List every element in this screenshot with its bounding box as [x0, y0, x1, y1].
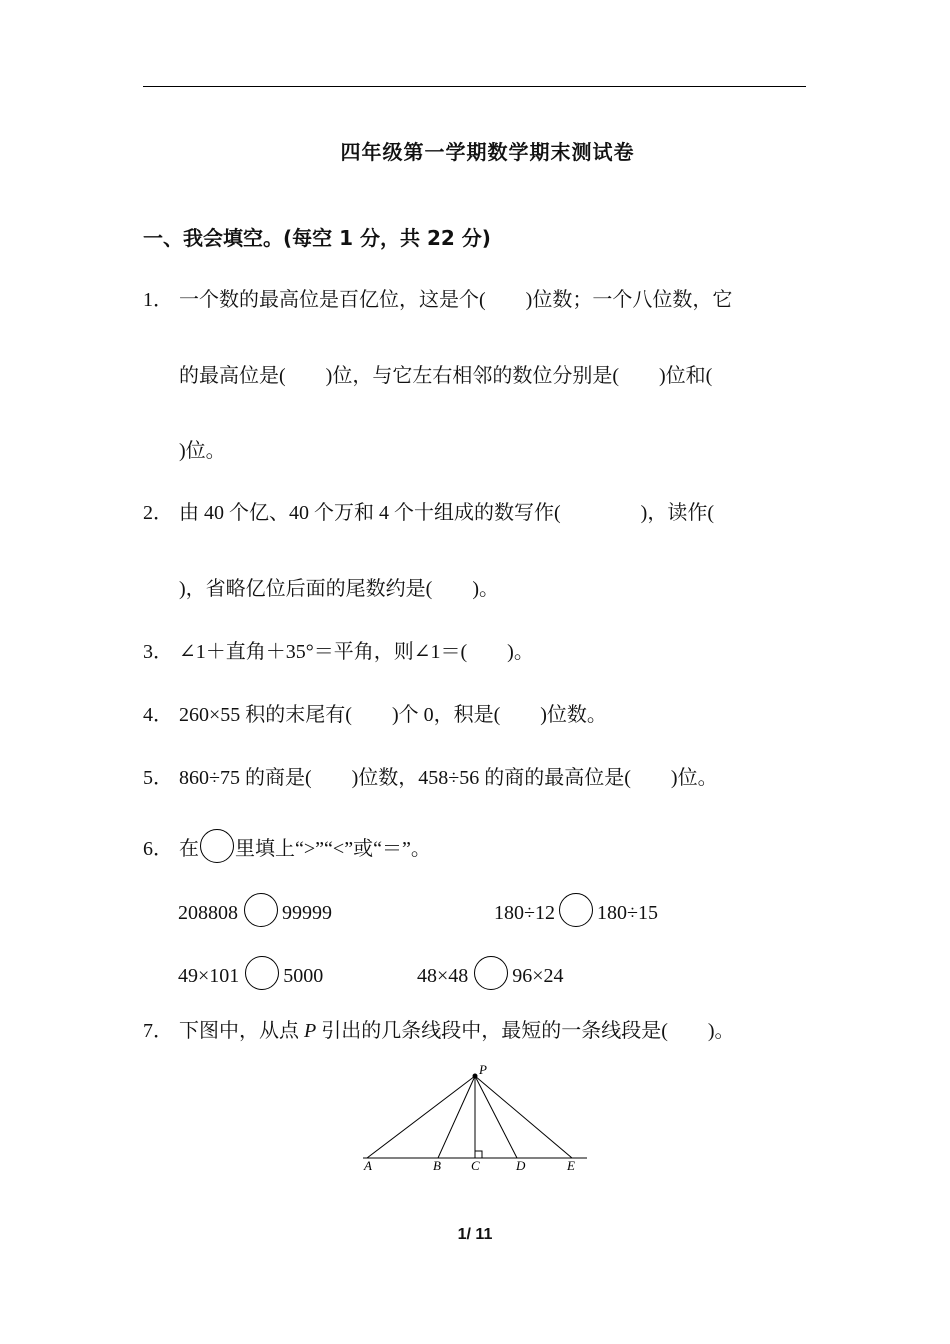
- question-number: 1．: [143, 289, 173, 311]
- comparison-circle[interactable]: [559, 893, 593, 927]
- question-6: [143, 829, 431, 864]
- label-A: A: [364, 1158, 372, 1173]
- section-heading: 一、我会填空。(每空 1 分，共 22 分): [143, 226, 491, 250]
- question-1-line-1: [143, 285, 732, 315]
- header-rule: [143, 86, 806, 87]
- question-text: 由 40 个亿、40 个万和 4 个十组成的数写作( )，读作(: [179, 502, 714, 524]
- question-2-line-1: [143, 498, 714, 528]
- question-text: 860÷75 的商是( )位数，458÷56 的商的最高位是( )位。: [179, 767, 718, 789]
- page-number: 1/ 11: [457, 1226, 493, 1243]
- question-text-after: 里填上“>”“<”或“＝”。: [235, 838, 431, 860]
- comparison-right: 99999: [282, 902, 332, 924]
- comparison-item-2: [494, 893, 658, 928]
- comparison-left: 180÷12: [494, 902, 555, 924]
- comparison-circle[interactable]: [244, 893, 278, 927]
- question-number: 4．: [143, 704, 173, 726]
- right-angle-mark: [475, 1151, 482, 1158]
- question-1-line-3: )位。: [179, 440, 226, 462]
- comparison-right: 5000: [283, 965, 324, 987]
- comparison-circle: [200, 829, 234, 863]
- comparison-left: 49×101: [178, 965, 240, 987]
- question-4: [143, 700, 607, 730]
- question-number: 3．: [143, 641, 173, 663]
- point-label: P: [304, 1020, 317, 1042]
- point-P-dot: [473, 1074, 478, 1079]
- question-number: 6．: [143, 838, 173, 860]
- question-text: 260×55 积的末尾有( )个 0，积是( )位数。: [179, 704, 607, 726]
- label-D: D: [516, 1158, 526, 1173]
- comparison-right: 96×24: [512, 965, 564, 987]
- question-1-line-2: 的最高位是( )位，与它左右相邻的数位分别是( )位和(: [179, 365, 713, 387]
- comparison-right: 180÷15: [596, 902, 658, 924]
- label-E: E: [567, 1158, 575, 1173]
- question-text: ∠1＋直角＋35°＝平角，则∠1＝( )。: [179, 641, 534, 663]
- question-text-after: 引出的几条线段中，最短的一条线段是( )。: [316, 1020, 735, 1042]
- question-number: 7．: [143, 1020, 173, 1042]
- label-P: P: [479, 1062, 487, 1077]
- question-number: 5．: [143, 767, 173, 789]
- comparison-left: 48×48: [417, 965, 469, 987]
- question-number: 2．: [143, 502, 173, 524]
- question-3: [143, 637, 534, 667]
- segment-PD: [475, 1076, 517, 1158]
- comparison-circle[interactable]: [474, 956, 508, 990]
- comparison-left: 208808: [178, 902, 238, 924]
- comparison-item-1: [178, 893, 332, 928]
- question-text-before: 下图中，从点: [179, 1020, 304, 1042]
- question-text-before: 在: [179, 838, 199, 860]
- label-C: C: [471, 1158, 480, 1173]
- comparison-item-4: [417, 956, 564, 991]
- question-7: [143, 1016, 735, 1046]
- comparison-item-3: [178, 956, 323, 991]
- segment-PB: [438, 1076, 475, 1158]
- label-B: B: [433, 1158, 441, 1173]
- segment-PE: [475, 1076, 572, 1158]
- question-text: 一个数的最高位是百亿位，这是个( )位数；一个八位数，它: [179, 289, 733, 311]
- segment-PA: [367, 1076, 475, 1158]
- question-2-line-2: )，省略亿位后面的尾数约是( )。: [179, 578, 499, 600]
- page-title: 四年级第一学期数学期末测试卷: [340, 140, 635, 164]
- question-5: [143, 763, 718, 793]
- comparison-circle[interactable]: [245, 956, 279, 990]
- line-segments-figure: [355, 1060, 595, 1180]
